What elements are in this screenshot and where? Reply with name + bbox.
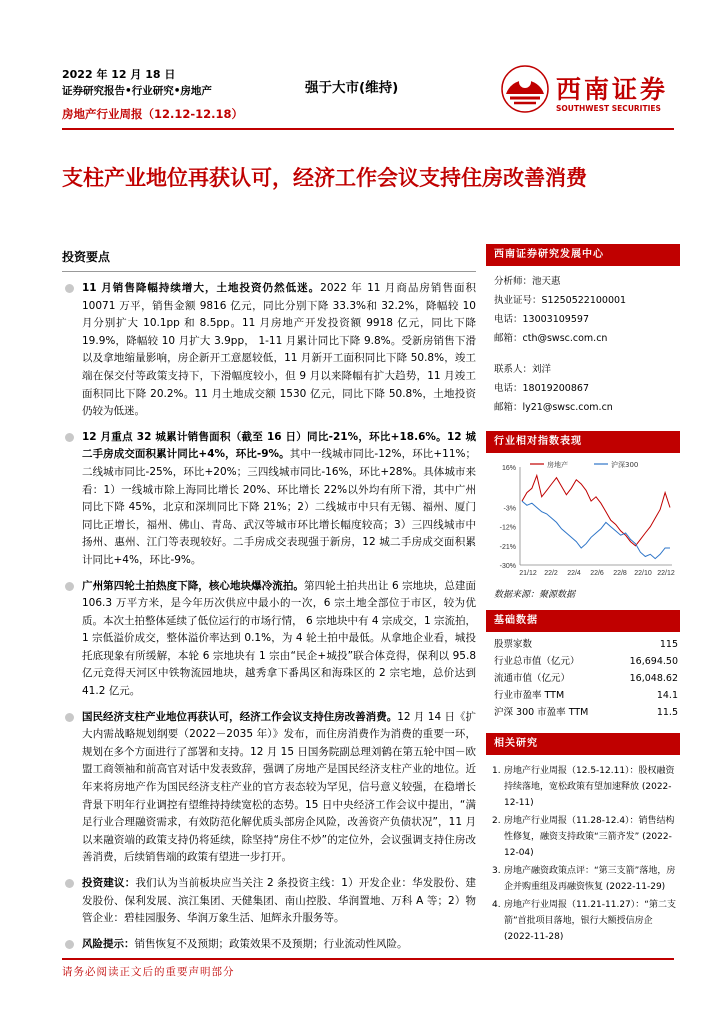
row-label: 行业总市值（亿元） [494,656,580,667]
logo-sun-icon [500,64,550,114]
bullet-icon [65,433,74,442]
logo-en-text: SOUTHWEST SECURITIES [556,104,661,113]
list-item[interactable] [492,897,678,945]
main-title: 支柱产业地位再获认可，经济工作会议支持住房改善消费 [62,166,587,190]
row-label: 股票家数 [494,639,533,650]
header-divider [62,128,674,130]
key-point-pillar-industry [62,709,476,867]
analyst-line: 邮箱：cth@swsc.com.cn [494,333,608,344]
analyst-line: 邮箱：ly21@swsc.com.cn [494,402,613,413]
report-date: 2022 年 12 月 18 日 [62,68,176,81]
row-label: 流通市值（亿元） [494,673,571,684]
chart-x-tick-label: 21/12 [519,570,537,577]
key-points-section [62,248,476,953]
related-research-list [486,755,680,945]
table-row [486,636,680,653]
chart-y-tick-label: -21% [499,543,516,551]
row-label: 沪深 300 市盈率 TTM [494,707,589,718]
rating: 强于大市(维持) [305,80,399,96]
relative-index-svg [486,453,680,581]
chart-x-tick-label: 22/2 [544,570,558,577]
list-item[interactable] [492,763,678,811]
chart-y-tick-label: -12% [499,524,516,532]
list-item[interactable] [492,863,678,895]
item-number: 2. [492,816,501,826]
bullet-lead: 风险提示： [82,937,135,950]
analyst-line: 联系人：刘洋 [494,364,552,375]
chart-x-tick-label: 22/4 [567,570,581,577]
southwest-securities-logo [500,64,675,120]
analyst-line: 电话：18019200867 [494,383,589,394]
item-number: 1. [492,766,501,776]
bullet-text: 第四轮土拍共出让 6 宗地块，总建面 106.3 万平方米，是今年历次供应中最小的一次，6 宗土地全部位于市区，较为优质。本次土拍整体延续了低位运行的市场行情， 6 宗地块中有 4 宗成交，1 宗流拍，1 宗低溢价成交，整体溢价率达到 0.1%，为 4 轮土拍中最低。从拿地企业看，城投托底现象有所缓解，本轮 6 宗地块有 1 宗由“民企+城投”联合体竞得，保利以 95.8 亿元竞得天河区中铁物流园地块，越秀拿下番禺区和海珠区的 2 宗宅地，总价达到 41.2 亿元。 [82,579,476,698]
item-text: 房地产行业周报（12.5-12.11）：股权融资持续落地，宽松政策有望加速释放 (2022-12-11) [504,766,675,808]
row-value: 14.1 [656,690,678,701]
key-point-risk [62,936,476,954]
item-text: 房地产融资政策点评：“第三支箭”落地，房企并购重组及再融资恢复 (2022-11-29) [504,866,676,892]
bullet-icon [65,284,74,293]
chart-source: 数据来源：聚源数据 [494,590,576,600]
row-value: 11.5 [656,707,678,718]
chart-x-tick-label: 22/12 [657,570,675,577]
item-number: 3. [492,866,501,876]
chart-y-tick-label: -30% [499,563,516,570]
key-point-guangzhou-land [62,578,476,701]
item-text: 房地产行业周报（11.28-12.4）：销售结构性修复，融资支持政策“三箭齐发” (2022-12-04) [504,816,675,858]
row-value: 16,694.50 [629,656,678,667]
bullet-text: 销售恢复不及预期；政策效果不及预期；行业流动性风险。 [134,937,408,950]
basic-data-title: 基础数据 [486,610,680,632]
analyst-line: 执业证号：S1250522100001 [494,295,627,306]
key-point-32-cities [62,429,476,570]
research-center-title: 西南证券研究发展中心 [486,244,680,266]
basic-data-table [486,636,680,721]
bullet-lead: 国民经济支柱产业地位再获认可，经济工作会议支持住房改善消费。 [82,710,398,723]
chart-x-tick-label: 22/8 [613,570,627,577]
analyst-line: 分析师：池天惠 [494,276,561,287]
bullet-icon [65,879,74,888]
analyst-info [486,266,680,417]
bullet-lead: 12 月重点 32 城累计销售面积（截至 16 日）同比-21%，环比+18.6%。12 城二手房成交面积累计同比+4%，环比-9%。 [82,430,476,461]
analyst-line: 电话：13003109597 [494,314,589,325]
row-value: 115 [659,639,678,650]
relative-index-title: 行业相对指数表现 [486,431,680,453]
bullet-text: 其中一线城市同比-12%，环比+11%；二线城市同比-25%，环比+20%；三四线城市同比-16%，环比+28%。具体城市来看：1）一线城市除上海同比增长 20%、环比增长 22%以外均有所下滑，其中广州同比下降 45%，北京和深圳同比下降 21%；2）二线城市中只有无锡、福州、厦门同比正增长，福州、佛山、青岛、武汉等城市环比增长幅度较高；3）三四线城市中扬州、惠州、江门等表现较好。二手房成交表现强于新房，12 城二手房成交面积累计同比+4%，环比-9%。 [82,448,476,566]
key-points-title: 投资要点 [62,250,111,264]
bullet-text: 12 月 14 日《扩大内需战略规划纲要（2022－2035 年）》发布，而住房消费作为消费的重要一环，规划在多个方面进行了部署和支持。12 月 15 日国务院副总理刘鹤在第五轮中国－欧盟工商领袖和前高官对话中发表致辞，强调了房地产是国民经济支柱产业的地位。近年来将房地产作为国民经济支柱产业的官方表态较为罕见，信号意义较强，在稳增长背景下明年行业调控有望维持持续宽松的态势。15 日中央经济工作会议中提出，“满足行业合理融资需求，有效防范化解优质头部房企风险，改善资产负债状况”，11 月以来融资端的政策支持仍将延续，除坚持“房住不炒”的定位外，会议强调支持住房改善消费，后续销售端的政策有望进一步打开。 [82,710,476,864]
chart-x-tick-label: 22/10 [634,570,652,577]
table-row [486,687,680,704]
chart-y-tick-label: -3% [503,505,516,513]
chart-legend-label: 房地产 [547,461,568,469]
bullet-lead: 投资建议： [82,877,136,889]
chart-series-line-real-estate [522,476,670,546]
chart-y-tick-label: 16% [501,465,516,472]
row-value: 16,048.62 [629,673,678,684]
item-number: 4. [492,900,501,910]
footer-disclaimer[interactable]: 请务必阅读正文后的重要声明部分 [62,966,235,978]
bullet-icon [65,713,74,722]
table-row [486,704,680,721]
report-type: 证券研究报告•行业研究•房地产 [62,85,212,97]
chart-legend-label: 沪深300 [611,461,639,469]
bullet-text: 我们认为当前板块应当关注 2 条投资主线：1）开发企业：华发股份、建发股份、保利发展、滨江集团、天健集团、南山控股、华润置地、万科 A 等；2）物管企业：碧桂园服务、华润万象生活、旭辉永升服务等。 [82,877,476,925]
weekly-title: 房地产行业周报（12.12-12.18） [62,107,244,121]
item-text: 房地产行业周报（11.21-11.27）：“第二支箭”首批项目落地，银行大额授信房企 (2022-11-28) [504,900,676,942]
key-points-divider [62,271,476,272]
sidebar [486,244,680,947]
related-research-title: 相关研究 [486,733,680,755]
table-row [486,670,680,687]
relative-index-chart [486,453,680,581]
key-point-sales [62,280,476,421]
bullet-icon [65,940,74,949]
logo-cn-text: 西南证券 [556,75,669,104]
chart-x-tick-label: 22/6 [590,570,604,577]
key-point-investment-advice [62,875,476,928]
bullet-lead: 广州第四轮土拍热度下降，核心地块爆冷流拍。 [82,579,304,592]
bullet-icon [65,582,74,591]
table-row [486,653,680,670]
bullet-lead: 11 月销售降幅持续增大，土地投资仍然低迷。 [82,282,321,294]
bullet-text: 2022 年 11 月商品房销售面积 10071 万平，销售金额 9816 亿元，同比分别下降 33.3%和 32.2%，降幅较 10 月分别扩大 10.1pp 和 8.5pp。11 月房地产开发投资额 9918 亿元，同比下降 19.9%，降幅较 10 月扩大 3.9pp， 1-11 月累计同比下降 9.8%。受新房销售下滑以及拿地缩量影响，房企新开工意愿较低，11 月新开工面积同比下降 50.8%，竣工端在保交付等政策支持下，下滑幅度较小，但 9 月以来降幅有扩大趋势，11 月竣工面积同比下降 20.2%。11 月土地成交额 1530 亿元，同比下降 50.8%，土地投资仍较为低迷。 [82,282,476,418]
footer-divider [62,958,674,960]
list-item[interactable] [492,813,678,861]
row-label: 行业市盈率 TTM [494,690,565,701]
